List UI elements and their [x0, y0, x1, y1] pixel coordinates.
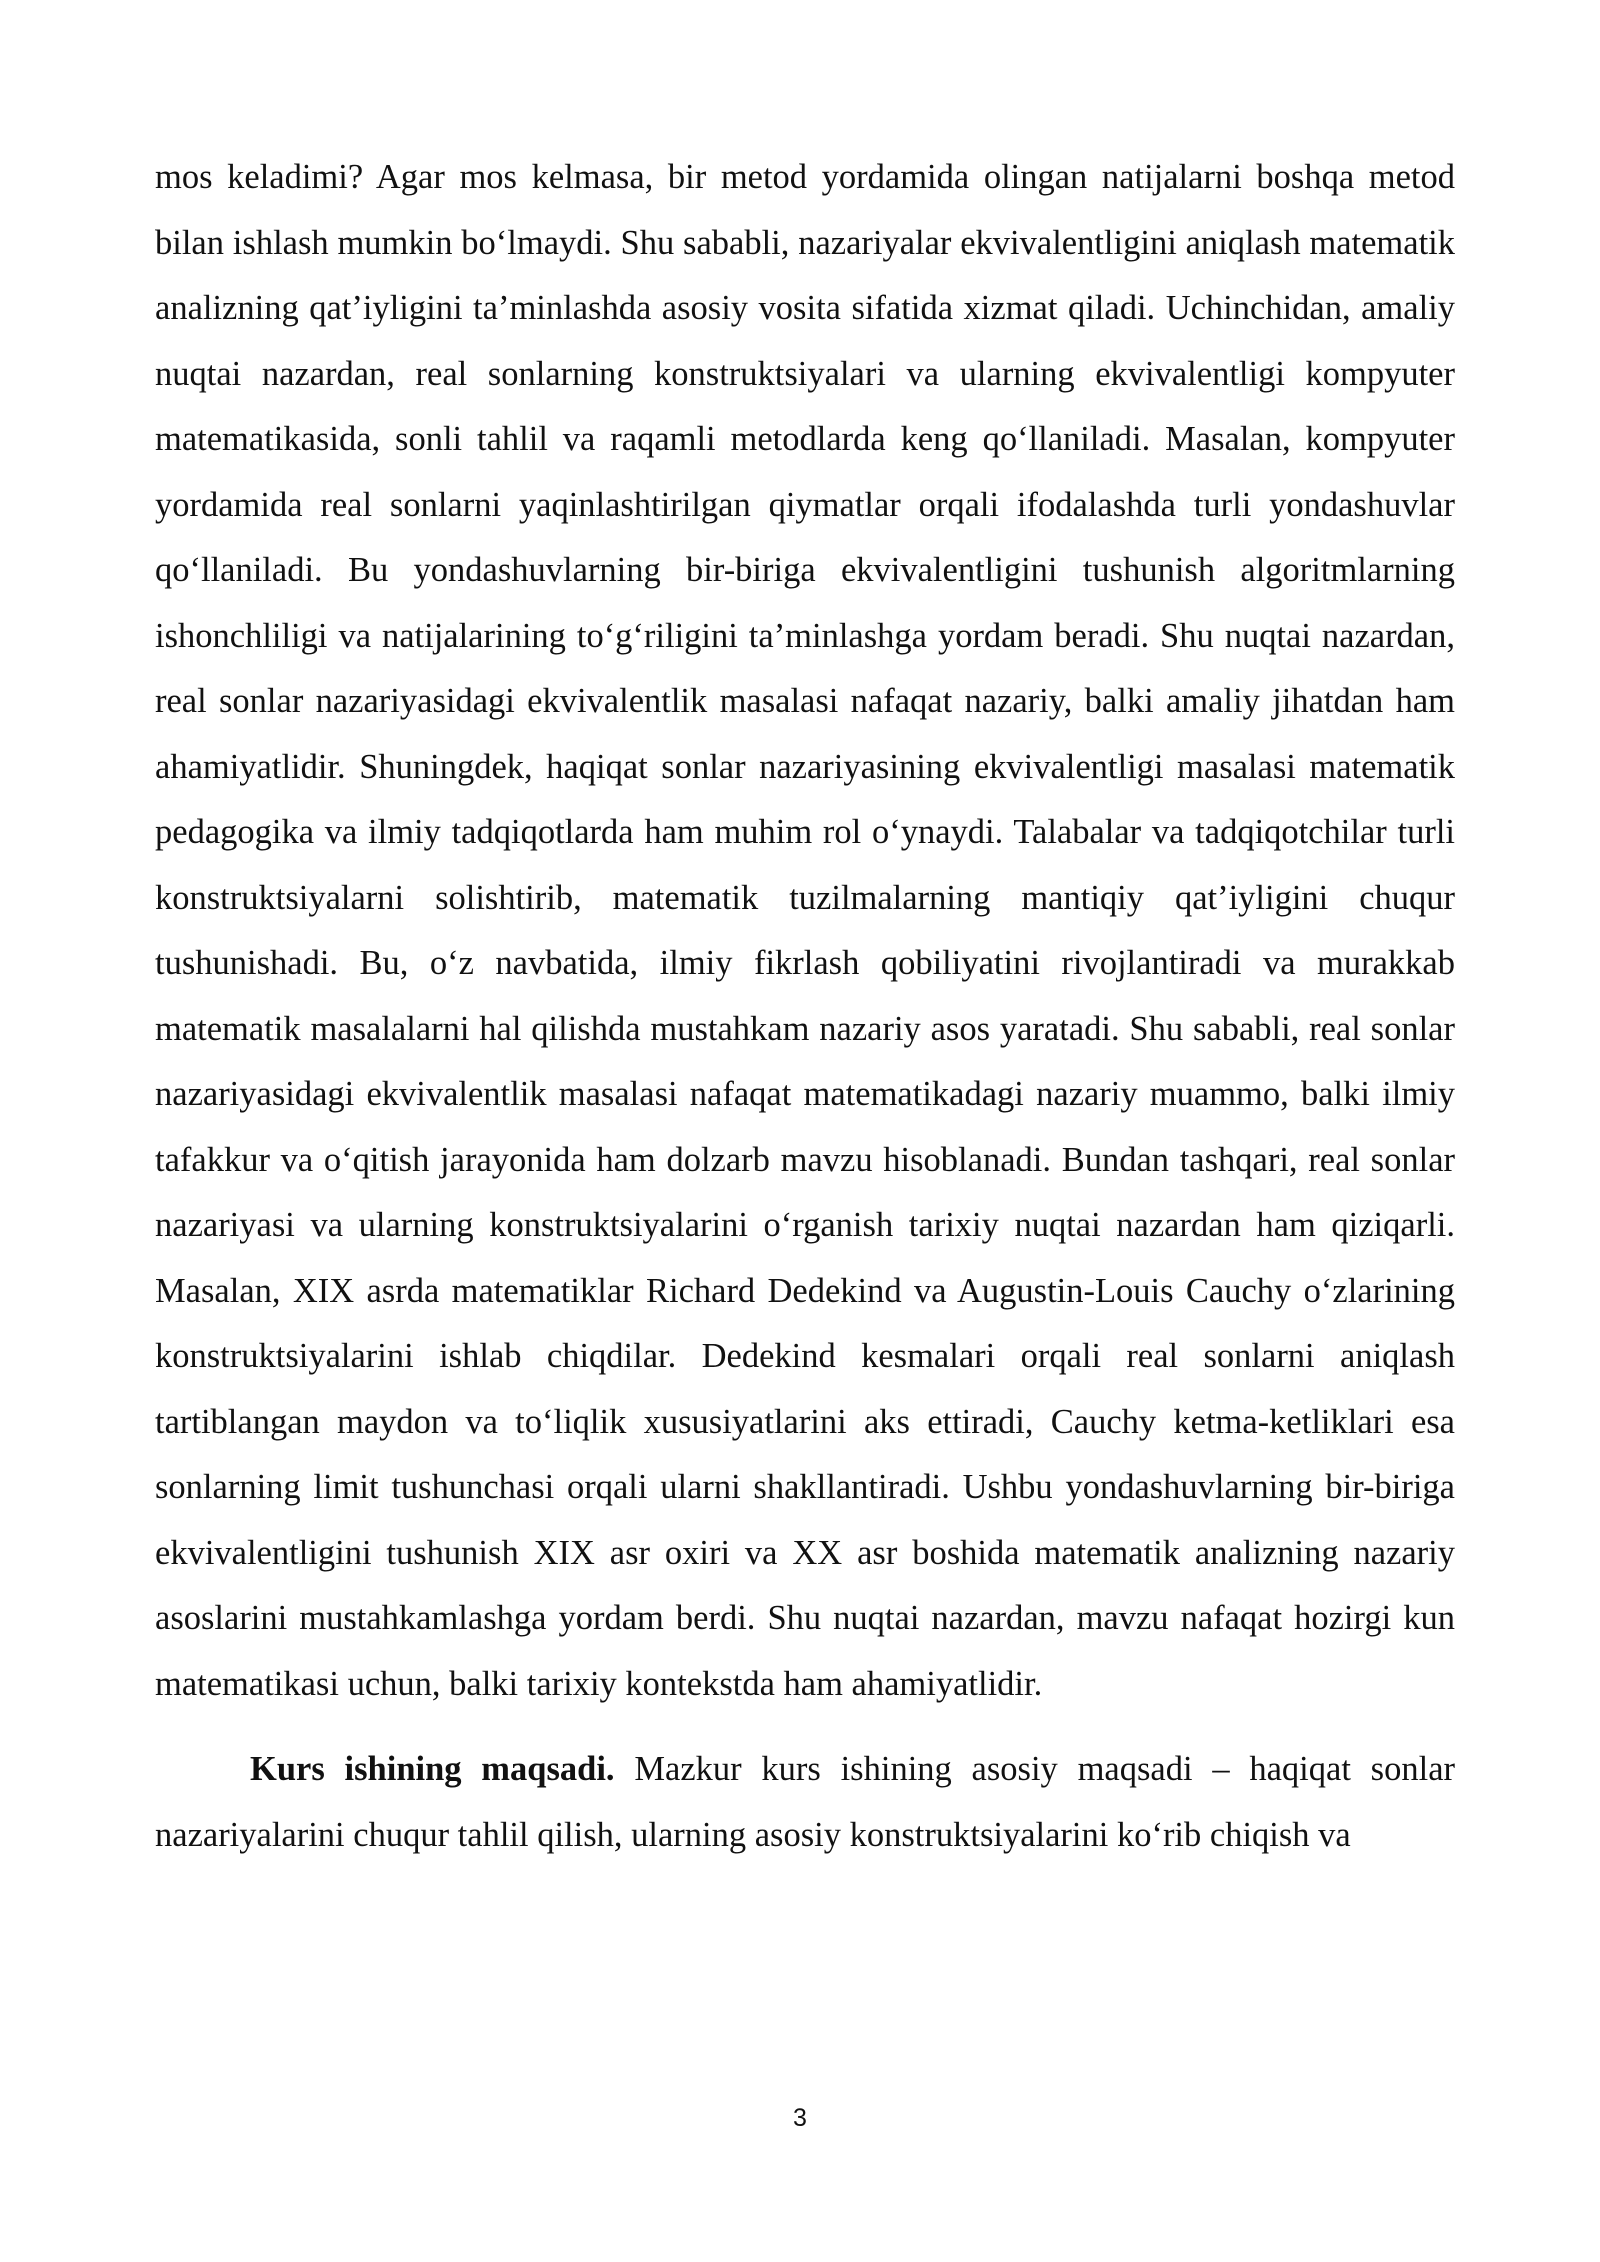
section-heading: Kurs ishining maqsadi. — [250, 1750, 615, 1788]
goal-paragraph — [155, 1737, 1455, 1868]
page-number: 3 — [793, 2104, 807, 2132]
document-body — [155, 145, 1455, 1868]
goal-paragraph-text: Mazkur kurs ishining asosiy maqsadi – haqiqat sonlar nazariyalarini chuqur tahlil qilish, ularning asosiy konstruktsiyalarini ko‘rib chiqish va — [155, 1750, 1455, 1854]
body-paragraph: mos keladimi? Agar mos kelmasa, bir metod yordamida olingan natijalarni boshqa metod bilan ishlash mumkin bo‘lmaydi. Shu sababli, nazariyalar ekvivalentligini aniqlash matematik analizning qat’iyligini ta’minlashda asosiy vosita sifatida xizmat qiladi. Uchinchidan, amaliy nuqtai nazardan, real sonlarning konstruktsiyalari va ularning ekvivalentligi kompyuter matematikasida, sonli tahlil va raqamli metodlarda keng qo‘llaniladi. Masalan, kompyuter yordamida real sonlarni yaqinlashtirilgan qiymatlar orqali ifodalashda turli yondashuvlar qo‘llaniladi. Bu yondashuvlarning bir-biriga ekvivalentligini tushunish algoritmlarning ishonchliligi va natijalarining to‘g‘riligini ta’minlashga yordam beradi. Shu nuqtai nazardan, real sonlar nazariyasidagi ekvivalentlik masalasi nafaqat nazariy, balki amaliy jihatdan ham ahamiyatlidir. Shuningdek, haqiqat sonlar nazariyasining ekvivalentligi masalasi matematik pedagogika va ilmiy tadqiqotlarda ham muhim rol o‘ynaydi. Talabalar va tadqiqotchilar turli konstruktsiyalarni solishtirib, matematik tuzilmalarning mantiqiy qat’iyligini chuqur tushunishadi. Bu, o‘z navbatida, ilmiy fikrlash qobiliyatini rivojlantiradi va murakkab matematik masalalarni hal qilishda mustahkam nazariy asos yaratadi. Shu sababli, real sonlar nazariyasidagi ekvivalentlik masalasi nafaqat matematikadagi nazariy muammo, balki ilmiy tafakkur va o‘qitish jarayonida ham dolzarb mavzu hisoblanadi. Bundan tashqari, real sonlar nazariyasi va ularning konstruktsiyalarini o‘rganish tarixiy nuqtai nazardan ham qiziqarli. Masalan, XIX asrda matematiklar Richard Dedekind va Augustin-Louis Cauchy o‘zlarining konstruktsiyalarini ishlab chiqdilar. Dedekind kesmalari orqali real sonlarni aniqlash tartiblangan maydon va to‘liqlik xususiyatlarini aks ettiradi, Cauchy ketma-ketliklari esa sonlarning limit tushunchasi orqali ularni shakllantiradi. Ushbu yondashuvlarning bir-biriga ekvivalentligini tushunish XIX asr oxiri va XX asr boshida matematik analizning nazariy asoslarini mustahkamlashga yordam berdi. Shu nuqtai nazardan, mavzu nafaqat hozirgi kun matematikasi uchun, balki tarixiy kontekstda ham ahamiyatlidir. — [155, 158, 1455, 1703]
